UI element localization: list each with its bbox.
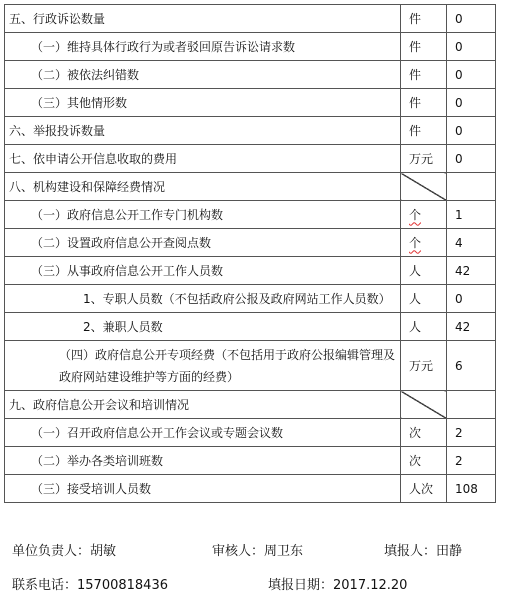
value-cell: 0 bbox=[447, 89, 496, 117]
unit-cell: 件 bbox=[401, 117, 447, 145]
table-row bbox=[5, 475, 496, 503]
value-cell: 0 bbox=[447, 285, 496, 313]
statistics-table bbox=[4, 4, 496, 503]
unit-cell: 件 bbox=[401, 5, 447, 33]
value-cell bbox=[447, 173, 496, 201]
table-row bbox=[5, 117, 496, 145]
item-cell: （三）接受培训人员数 bbox=[5, 475, 401, 503]
unit-cell: 件 bbox=[401, 61, 447, 89]
unit-cell: 件 bbox=[401, 89, 447, 117]
unit-cell: 人 bbox=[401, 313, 447, 341]
table-row bbox=[5, 61, 496, 89]
item-cell: （一）政府信息公开工作专门机构数 bbox=[5, 201, 401, 229]
table-row bbox=[5, 33, 496, 61]
value-cell: 0 bbox=[447, 61, 496, 89]
table-row bbox=[5, 419, 496, 447]
item-cell: 七、依申请公开信息收取的费用 bbox=[5, 145, 401, 173]
contact-phone: 联系电话：15700818436 bbox=[12, 578, 168, 593]
table-row bbox=[5, 201, 496, 229]
item-cell: （一）召开政府信息公开工作会议或专题会议数 bbox=[5, 419, 401, 447]
value-cell: 108 bbox=[447, 475, 496, 503]
item-cell: （一）维持具体行政行为或者驳回原告诉讼请求数 bbox=[5, 33, 401, 61]
unit-cell: 人 bbox=[401, 285, 447, 313]
unit-leader: 单位负责人：胡敏 bbox=[12, 544, 117, 559]
unit-cell: 万元 bbox=[401, 341, 447, 391]
table-row bbox=[5, 5, 496, 33]
value-cell bbox=[447, 391, 496, 419]
fill-date: 填报日期：2017.12.20 bbox=[268, 578, 408, 593]
value-cell: 0 bbox=[447, 33, 496, 61]
unit-cell: 人 bbox=[401, 257, 447, 285]
value-cell: 0 bbox=[447, 117, 496, 145]
value-cell: 0 bbox=[447, 145, 496, 173]
item-cell: （三）从事政府信息公开工作人员数 bbox=[5, 257, 401, 285]
item-cell: （三）其他情形数 bbox=[5, 89, 401, 117]
value-cell: 42 bbox=[447, 257, 496, 285]
unit-cell: 人次 bbox=[401, 475, 447, 503]
table-row bbox=[5, 313, 496, 341]
value-cell: 2 bbox=[447, 447, 496, 475]
unit-cell bbox=[401, 229, 447, 257]
value-cell: 1 bbox=[447, 201, 496, 229]
table-row bbox=[5, 145, 496, 173]
item-text: （四）政府信息公开专项经费（不包括用于政府公报编辑管理及政府网站建设维护等方面的经费） bbox=[59, 347, 396, 384]
value-cell: 2 bbox=[447, 419, 496, 447]
value-cell: 4 bbox=[447, 229, 496, 257]
unit-text: 个 bbox=[409, 235, 422, 250]
unit-text: 个 bbox=[409, 207, 422, 222]
diagonal-cell bbox=[401, 391, 447, 419]
unit-cell: 次 bbox=[401, 447, 447, 475]
item-cell: 九、政府信息公开会议和培训情况 bbox=[5, 391, 401, 419]
diagonal-cell bbox=[401, 173, 447, 201]
table-row bbox=[5, 229, 496, 257]
value-cell: 6 bbox=[447, 341, 496, 391]
item-cell: （二）设置政府信息公开查阅点数 bbox=[5, 229, 401, 257]
item-cell: （二）举办各类培训班数 bbox=[5, 447, 401, 475]
unit-cell: 次 bbox=[401, 419, 447, 447]
filler: 填报人：田静 bbox=[384, 544, 463, 559]
value-cell: 42 bbox=[447, 313, 496, 341]
table-row bbox=[5, 447, 496, 475]
table-row bbox=[5, 285, 496, 313]
table-row bbox=[5, 257, 496, 285]
item-cell: 五、行政诉讼数量 bbox=[5, 5, 401, 33]
value-cell: 0 bbox=[447, 5, 496, 33]
unit-cell: 件 bbox=[401, 33, 447, 61]
item-cell bbox=[5, 341, 401, 391]
item-cell: 八、机构建设和保障经费情况 bbox=[5, 173, 401, 201]
item-cell: 2、兼职人员数 bbox=[5, 313, 401, 341]
unit-cell: 万元 bbox=[401, 145, 447, 173]
reviewer: 审核人：周卫东 bbox=[212, 544, 304, 559]
table-row bbox=[5, 341, 496, 391]
item-cell: （二）被依法纠错数 bbox=[5, 61, 401, 89]
item-cell: 六、举报投诉数量 bbox=[5, 117, 401, 145]
item-cell: 1、专职人员数（不包括政府公报及政府网站工作人员数） bbox=[5, 285, 401, 313]
table-row bbox=[5, 173, 496, 201]
table-row bbox=[5, 391, 496, 419]
unit-cell bbox=[401, 201, 447, 229]
table-row bbox=[5, 89, 496, 117]
